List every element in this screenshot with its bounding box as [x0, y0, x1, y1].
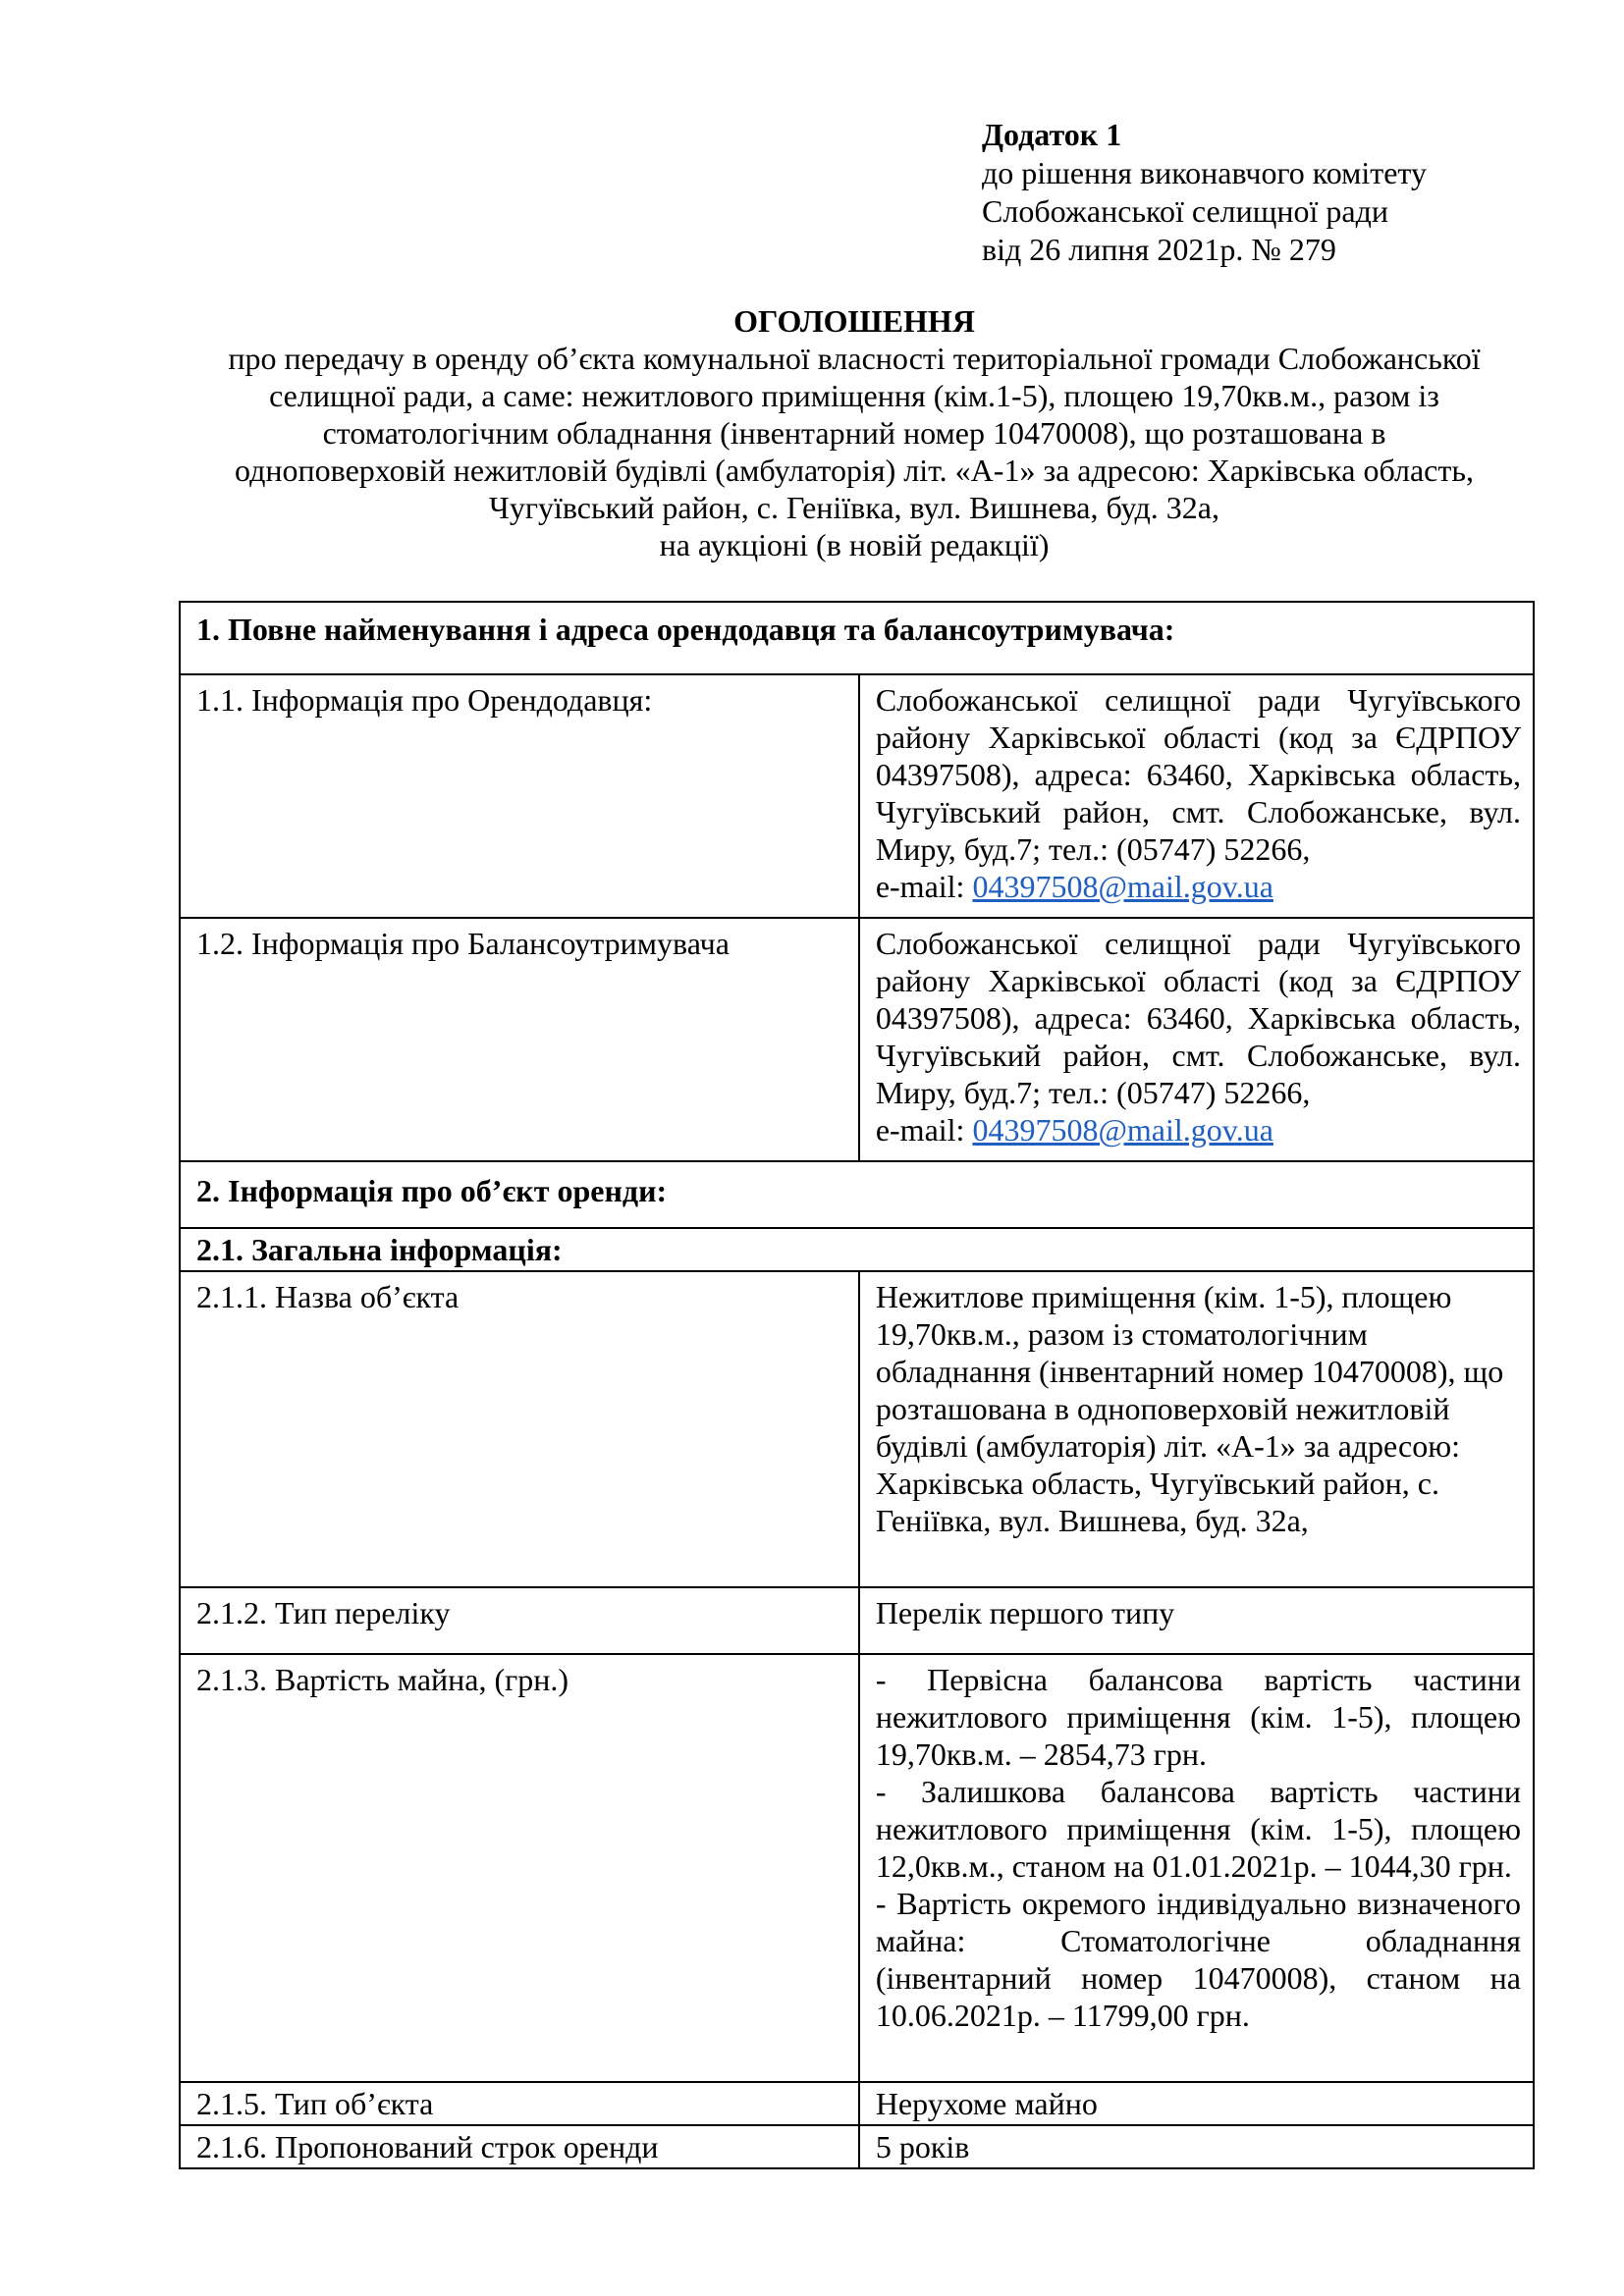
lessor-email-link[interactable]: 04397508@mail.gov.ua — [972, 869, 1273, 904]
section-2-header: 2. Інформація про об’єкт оренди: — [180, 1161, 1534, 1228]
announcement-line: на аукціоні (в новій редакції) — [659, 527, 1050, 562]
appendix-block — [982, 116, 1427, 269]
announcement-line: одноповерховій нежитловій будівлі (амбулаторія) літ. «А-1» за адресою: Харківська область, — [235, 453, 1474, 488]
row-2-1-5-value: Нерухоме майно — [859, 2082, 1534, 2125]
email-prefix: e-mail: — [875, 1112, 973, 1148]
row-2-1-1-label: 2.1.1. Назва об’єкта — [180, 1271, 859, 1587]
appendix-label: Додаток 1 — [982, 117, 1122, 152]
announcement-line: про передачу в оренду об’єкта комунальної власності територіальної громади Слобожанської — [228, 341, 1481, 376]
row-1-1-value — [859, 674, 1534, 918]
announcement-table — [179, 601, 1535, 2169]
table-row — [180, 1271, 1534, 1587]
row-2-1-2-value: Перелік першого типу — [859, 1587, 1534, 1654]
section-row — [180, 1228, 1534, 1271]
row-2-1-5-label: 2.1.5. Тип об’єкта — [180, 2082, 859, 2125]
section-1-header: 1. Повне найменування і адреса орендодавця та балансоутримувача: — [180, 602, 1534, 674]
row-2-1-6-label: 2.1.6. Пропонований строк оренди — [180, 2125, 859, 2168]
appendix-line: до рішення виконавчого комітету — [982, 155, 1427, 190]
balance-holder-email-link[interactable]: 04397508@mail.gov.ua — [972, 1112, 1273, 1148]
equipment-value-text: - Вартість окремого індивідуально визначеного майна: Стоматологічне обладнання (інвентарний номер 10470008), станом на 10.06.2021р. – 11799,00 грн. — [875, 1886, 1521, 2033]
table-row — [180, 674, 1534, 918]
announcement-line: селищної ради, а саме: нежитлового приміщення (кім.1-5), площею 19,70кв.м., разом із — [269, 378, 1439, 413]
table-row — [180, 2125, 1534, 2168]
table-row — [180, 2082, 1534, 2125]
announcement-heading: ОГОЛОШЕННЯ — [733, 303, 975, 339]
email-prefix: e-mail: — [875, 869, 973, 904]
table-row — [180, 1587, 1534, 1654]
table-row — [180, 1654, 1534, 2082]
section-row — [180, 1161, 1534, 1228]
row-1-2-label: 1.2. Інформація про Балансоутримувача — [180, 918, 859, 1161]
lessor-info-text: Слобожанської селищної ради Чугуївського району Харківської області (код за ЄДРПОУ 04397508), адреса: 63460, Харківська область, Чугуївський район, смт. Слобожанське, вул. Миру, буд.7; тел.: (05747) 52266, — [875, 682, 1521, 867]
row-2-1-6-value: 5 років — [859, 2125, 1534, 2168]
row-2-1-2-label: 2.1.2. Тип переліку — [180, 1587, 859, 1654]
appendix-line: Слобожанської селищної ради — [982, 193, 1388, 229]
row-1-2-value — [859, 918, 1534, 1161]
announcement-title — [147, 302, 1561, 563]
section-row — [180, 602, 1534, 674]
balance-holder-info-text: Слобожанської селищної ради Чугуївського району Харківської області (код за ЄДРПОУ 04397508), адреса: 63460, Харківська область, Чугуївський район, смт. Слобожанське, вул. Миру, буд.7; тел.: (05747) 52266, — [875, 926, 1521, 1110]
residual-value-text: - Залишкова балансова вартість частини нежитлового приміщення (кім. 1-5), площею 12,0кв.м., станом на 01.01.2021р. – 1044,30 грн. — [875, 1774, 1521, 1884]
section-2-1-header: 2.1. Загальна інформація: — [180, 1228, 1534, 1271]
row-2-1-3-label: 2.1.3. Вартість майна, (грн.) — [180, 1654, 859, 2082]
announcement-line: Чугуївський район, с. Геніївка, вул. Вишнева, буд. 32а, — [489, 490, 1219, 525]
row-2-1-3-value — [859, 1654, 1534, 2082]
table-row — [180, 918, 1534, 1161]
announcement-line: стоматологічним обладнання (інвентарний номер 10470008), що розташована в — [322, 415, 1386, 451]
initial-value-text: - Первісна балансова вартість частини нежитлового приміщення (кім. 1-5), площею 19,70кв.м. – 2854,73 грн. — [875, 1662, 1521, 1772]
row-2-1-1-value: Нежитлове приміщення (кім. 1-5), площею 19,70кв.м., разом із стоматологічним обладнання (інвентарний номер 10470008), що розташована в одноповерховій нежитловій будівлі (амбулаторія) літ. «А-1» за адресою: Харківська область, Чугуївський район, с. Геніївка, вул. Вишнева, буд. 32а, — [859, 1271, 1534, 1587]
appendix-line: від 26 липня 2021р. № 279 — [982, 232, 1336, 267]
row-1-1-label: 1.1. Інформація про Орендодавця: — [180, 674, 859, 918]
